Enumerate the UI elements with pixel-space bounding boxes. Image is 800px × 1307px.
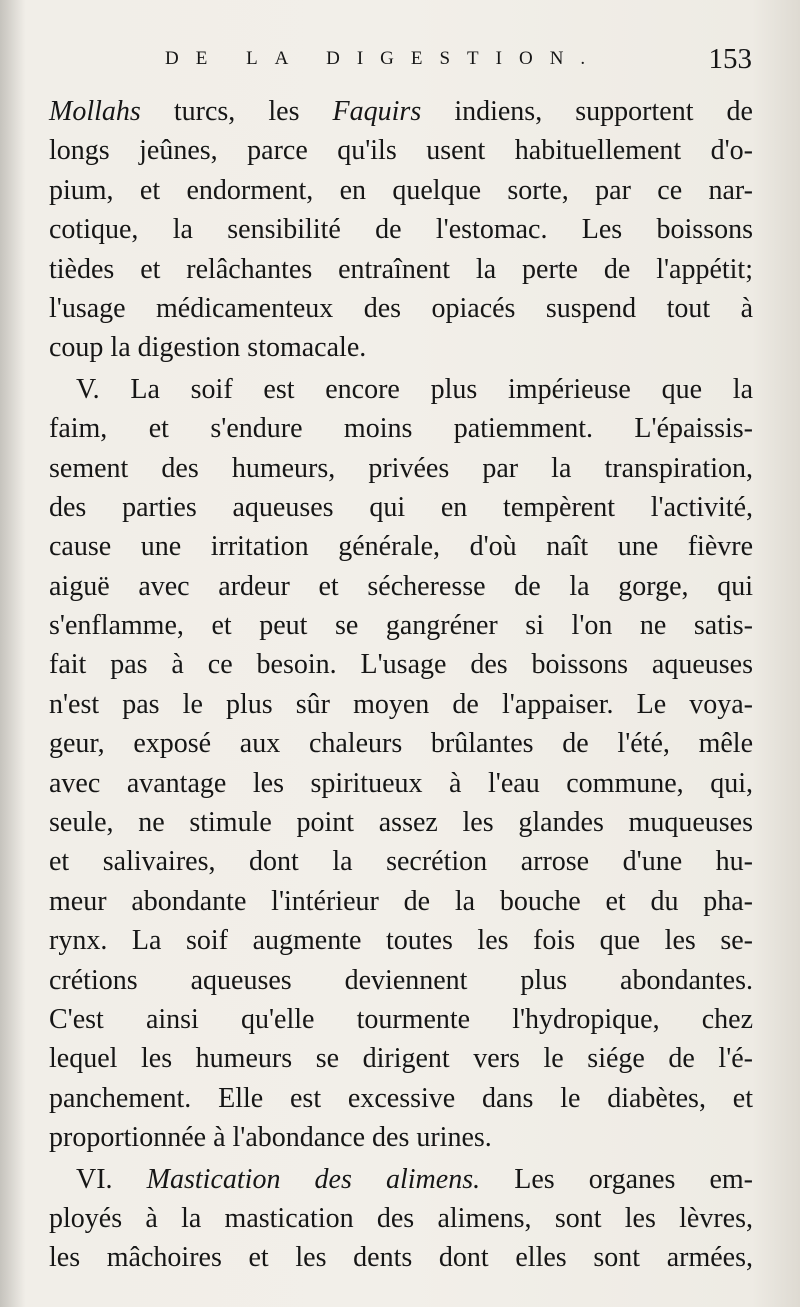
body-text bbox=[49, 92, 753, 1278]
running-head bbox=[0, 43, 800, 76]
text-line: et salivaires, dont la secrétion arrose d'une hu- bbox=[49, 846, 753, 878]
text-line: V. La soif est encore plus impérieuse que la bbox=[76, 373, 753, 405]
text-line: panchement. Elle est excessive dans le diabètes, et bbox=[49, 1082, 753, 1114]
text-line: geur, exposé aux chaleurs brûlantes de l'été, mêle bbox=[49, 728, 753, 760]
text-line: longs jeûnes, parce qu'ils usent habituellement d'o- bbox=[49, 135, 753, 167]
text-line: s'enflamme, et peut se gangréner si l'on ne satis- bbox=[49, 610, 753, 642]
text-line: lequel les humeurs se dirigent vers le siége de l'é- bbox=[49, 1043, 753, 1075]
gutter-shadow bbox=[0, 0, 26, 1307]
text-line: aiguë avec ardeur et sécheresse de la gorge, qui bbox=[49, 570, 753, 602]
text-line: avec avantage les spiritueux à l'eau commune, qui, bbox=[49, 767, 753, 799]
text-line: faim, et s'endure moins patiemment. L'épaissis- bbox=[49, 413, 753, 445]
text-line: l'usage médicamenteux des opiacés suspend tout à bbox=[49, 292, 753, 324]
italic-phrase: Faquirs bbox=[332, 96, 422, 127]
page-number: 153 bbox=[708, 43, 752, 75]
text-line: des parties aqueuses qui en tempèrent l'activité, bbox=[49, 491, 753, 523]
text-line: cotique, la sensibilité de l'estomac. Les boissons bbox=[49, 214, 753, 246]
text-line: crétions aqueuses deviennent plus abondantes. bbox=[49, 964, 753, 996]
text-line: seule, ne stimule point assez les glandes muqueuses bbox=[49, 807, 753, 839]
text-line: ployés à la mastication des alimens, sont les lèvres, bbox=[49, 1202, 753, 1234]
text-line: sement des humeurs, privées par la transpiration, bbox=[49, 452, 753, 484]
text-line: rynx. La soif augmente toutes les fois que les se- bbox=[49, 925, 753, 957]
text-line: fait pas à ce besoin. L'usage des boissons aqueuses bbox=[49, 649, 753, 681]
italic-phrase: Mastication des alimens. bbox=[146, 1163, 481, 1195]
text-line: coup la digestion stomacale. bbox=[49, 332, 367, 364]
text-line: Mollahs turcs, les Faquirs indiens, supportent de bbox=[49, 96, 753, 127]
running-title: DE LA DIGESTION. bbox=[165, 48, 603, 69]
text-line: n'est pas le plus sûr moyen de l'appaiser. Le voya- bbox=[49, 688, 753, 720]
italic-phrase: Mollahs bbox=[49, 96, 141, 127]
text-line: pium, et endorment, en quelque sorte, par ce nar- bbox=[49, 174, 753, 206]
text-line: les mâchoires et les dents dont elles sont armées, bbox=[49, 1242, 753, 1274]
text-line: tièdes et relâchantes entraînent la perte de l'appétit; bbox=[49, 253, 753, 285]
text-line: meur abondante l'intérieur de la bouche et du pha- bbox=[49, 885, 753, 917]
text-line: VI. Mastication des alimens. Les organes em- bbox=[76, 1163, 753, 1195]
text-line: C'est ainsi qu'elle tourmente l'hydropique, chez bbox=[49, 1003, 753, 1035]
text-line: cause une irritation générale, d'où naît une fièvre bbox=[49, 531, 753, 563]
text-line: proportionnée à l'abondance des urines. bbox=[49, 1122, 492, 1154]
